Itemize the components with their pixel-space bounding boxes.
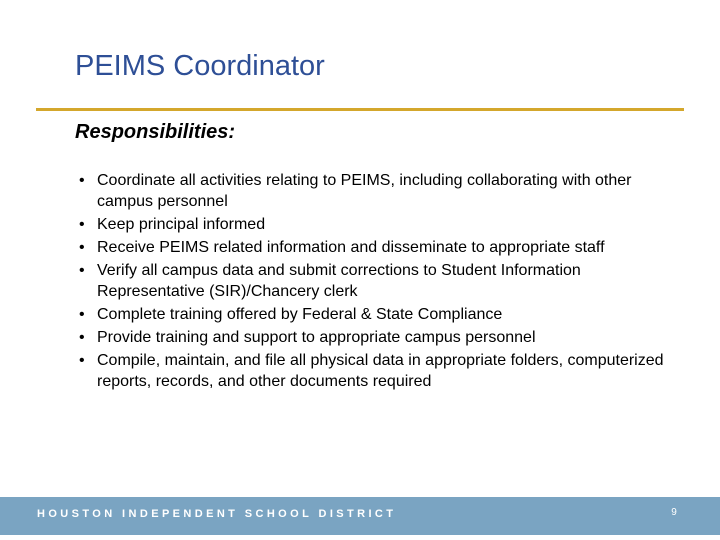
list-item-text: Compile, maintain, and file all physical data in appropriate folders, computerized reports, records, and other documents required	[97, 352, 664, 390]
list-item	[75, 304, 665, 325]
list-item	[75, 350, 665, 392]
list-item-text: Provide training and support to appropriate campus personnel	[97, 329, 536, 346]
bullet-icon: •	[79, 172, 85, 189]
page-number: 9	[671, 507, 677, 518]
bullet-icon: •	[79, 216, 85, 233]
list-item	[75, 214, 665, 235]
list-item-text: Keep principal informed	[97, 216, 266, 233]
list-item-text: Complete training offered by Federal & State Compliance	[97, 306, 503, 323]
list-item	[75, 260, 665, 302]
bullet-icon: •	[79, 239, 85, 256]
bullet-icon: •	[79, 329, 85, 346]
bullet-icon: •	[79, 262, 85, 279]
list-item	[75, 237, 665, 258]
organization-name: HOUSTON INDEPENDENT SCHOOL DISTRICT	[37, 508, 397, 520]
title-divider	[36, 108, 684, 111]
list-item	[75, 327, 665, 348]
list-item-text: Receive PEIMS related information and disseminate to appropriate staff	[97, 239, 605, 256]
responsibilities-list	[75, 170, 665, 394]
list-item-text: Coordinate all activities relating to PEIMS, including collaborating with other campus personnel	[97, 172, 632, 210]
section-heading: Responsibilities:	[75, 121, 236, 143]
list-item	[75, 170, 665, 212]
bullet-icon: •	[79, 352, 85, 369]
footer-bar	[0, 497, 720, 535]
slide-title: PEIMS Coordinator	[75, 50, 325, 82]
bullet-icon: •	[79, 306, 85, 323]
list-item-text: Verify all campus data and submit corrections to Student Information Representative (SIR)/Chancery clerk	[97, 262, 581, 300]
